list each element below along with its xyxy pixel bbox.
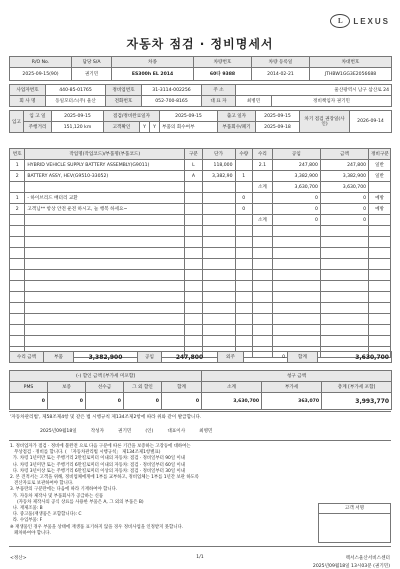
cell-cat: 예방 — [369, 193, 391, 204]
claim-total-label: 총계 [부가세 포함] — [322, 382, 392, 393]
discount-title: (-) 할인 금액 [부가세 미포함] — [10, 371, 202, 382]
cell-qty — [235, 237, 253, 248]
table-row — [10, 237, 391, 248]
cell-name — [25, 237, 185, 248]
writer-label: 작성자 — [90, 429, 105, 434]
cell-price: 3,382,90 — [202, 171, 235, 182]
terms-line: 다. 차령 3년이상 또는 주행거리 6만킬로미터 이상의 자동차: 점검 · 정비일부터 30일 이내 — [10, 468, 185, 474]
claim-subtotal-label: 소계 — [202, 382, 262, 393]
cell-amount — [320, 226, 368, 237]
cell-amount: 247,800 — [320, 160, 368, 171]
plate-label: 차량번호 — [194, 57, 252, 68]
next-check-label: 차기 점검 권장일(사인) — [300, 111, 350, 133]
terms-line: 2. 본 견적서는 고객을 위해, 정비업체에게에 1부를 교부하고, 정비업체는 1부를 1년간 보관 하도록 — [10, 475, 200, 481]
cell-price — [202, 215, 235, 226]
claim-total-value: 3,993,770 — [322, 393, 392, 410]
cell-qty — [235, 336, 253, 347]
writer-seal: (인) — [145, 429, 154, 434]
discount-deposit-value: 0 — [86, 393, 124, 410]
cell-amount — [320, 270, 368, 281]
claim-subtotal-value: 3,630,700 — [202, 393, 262, 410]
cell-labor: 0 — [272, 193, 320, 204]
cell-name: BATTERY ASSY, HEV(G9510-33052) — [25, 171, 185, 182]
cell-no — [10, 182, 25, 193]
rep-label: 대표이사 — [167, 429, 186, 434]
terms-line: 전산자료로 보관하여야 합니다. — [10, 481, 74, 487]
reg-date-label: 차량 등록일 — [252, 57, 310, 68]
cell-qty: 1 — [235, 171, 253, 182]
table-row — [10, 281, 391, 292]
cell-type: A — [185, 171, 203, 182]
cell-qty — [235, 182, 253, 193]
cell-rep — [253, 193, 273, 204]
cell-price — [202, 281, 235, 292]
ro-no-value: 2025-09-15(90) — [10, 68, 72, 81]
terms-line: 3. 부품란의 구분란에는 다음에 따라 기재하여야 합니다. — [10, 487, 118, 493]
cell-cat — [369, 237, 391, 248]
cell-qty: 0 — [235, 193, 253, 204]
branch-value: 동일모터스(주) 울산 — [46, 96, 106, 107]
cell-type — [185, 204, 203, 215]
cell-no — [10, 270, 25, 281]
disposal-value: 2025-09-18 — [256, 122, 300, 133]
cell-no — [10, 215, 25, 226]
cell-amount: 0 — [320, 215, 368, 226]
col-amount: 금액 — [320, 149, 368, 160]
cell-cat: 일반 — [369, 171, 391, 182]
mileage-label: 주행거리 — [24, 122, 52, 133]
terms-line: 1. 정비업자가 점검 · 정비에 불완전 으로 다음 구분에 따른 기간을 보증하는 고장등에 대하여는 — [10, 444, 191, 449]
cell-rep — [253, 259, 273, 270]
sa-label: 담당 S/A — [72, 57, 112, 68]
summary-label: 수리 금액 — [10, 352, 44, 363]
summary-parts-value: 3,382,900 — [74, 352, 138, 363]
cell-price: 118,000 — [202, 160, 235, 171]
terms-line: 폐차하여야 합니다. — [10, 530, 51, 536]
addr-label: 주 소 — [202, 85, 236, 96]
divider — [9, 440, 391, 441]
divider — [9, 411, 391, 412]
cell-type — [185, 182, 203, 193]
document-title: 자동차 점검 · 정비명세서 — [126, 37, 274, 51]
discount-total-value: 0 — [162, 393, 202, 410]
table-row — [10, 182, 391, 193]
cell-rep — [253, 281, 273, 292]
cell-no — [10, 237, 25, 248]
cell-qty — [235, 303, 253, 314]
summary-parts-label: 부품 — [44, 352, 74, 363]
table-row — [10, 259, 391, 270]
branch-label: 회 사 명 — [10, 96, 46, 107]
cell-type — [185, 325, 203, 336]
cell-price — [202, 336, 235, 347]
cell-type — [185, 193, 203, 204]
cell-rep: 소계 — [253, 182, 273, 193]
cell-name — [25, 292, 185, 303]
lexus-emblem-icon: L — [330, 14, 350, 28]
cell-price — [202, 248, 235, 259]
phone-label: 전화번호 — [106, 96, 142, 107]
discount-pms-value: 0 — [10, 393, 48, 410]
cell-no: 2 — [10, 204, 25, 215]
col-type: 구분 — [185, 149, 203, 160]
table-row — [10, 314, 391, 325]
cell-qty — [235, 270, 253, 281]
cell-labor — [272, 314, 320, 325]
cell-price — [202, 303, 235, 314]
cell-amount — [320, 237, 368, 248]
summary-labor-label: 공임 — [138, 352, 162, 363]
cell-rep — [253, 248, 273, 259]
cell-no — [10, 314, 25, 325]
table-row — [10, 226, 391, 237]
cell-labor: 247,800 — [272, 160, 320, 171]
next-check-value: 2026-09-14 — [350, 111, 392, 133]
cell-rep — [253, 204, 273, 215]
lexus-logo — [330, 14, 390, 28]
discount-total-label: 합계 — [162, 382, 202, 393]
customer-check-label: 고객확인 — [104, 122, 140, 133]
cell-no: 2 — [10, 171, 25, 182]
table-row — [10, 160, 391, 171]
col-repair: 수리 — [253, 149, 273, 160]
summary-total-value: 3,630,700 — [318, 352, 392, 363]
ro-no-label: R/O No. — [10, 57, 72, 68]
cell-no — [10, 248, 25, 259]
ceo-label: 대 표 자 — [202, 96, 236, 107]
cell-labor: 0 — [272, 204, 320, 215]
col-qty: 수량 — [235, 149, 253, 160]
reg-date-value: 2014-02-21 — [252, 68, 310, 81]
cell-name — [25, 248, 185, 259]
cell-name: HYBRID VEHICLE SUPPLY BATTERY ASSEMBLY(G9011) — [25, 160, 185, 171]
cell-amount: 0 — [320, 193, 368, 204]
cell-labor — [272, 248, 320, 259]
repair-summary-table — [9, 351, 392, 363]
rep-name: 최병민 — [199, 429, 213, 434]
cell-amount — [320, 325, 368, 336]
addr-value: 울산광역시 남구 삼산로 24 — [236, 85, 392, 96]
footer-shop: 렉서스울산서비스센터 — [345, 556, 390, 561]
cell-name — [25, 281, 185, 292]
cell-rep — [253, 336, 273, 347]
cell-amount — [320, 314, 368, 325]
cell-cat: 일반 — [369, 160, 391, 171]
business-info-table — [9, 84, 392, 107]
claim-vat-label: 부가세 — [262, 382, 322, 393]
cell-labor — [272, 237, 320, 248]
cell-name — [25, 314, 185, 325]
cell-amount — [320, 336, 368, 347]
terms-line: 나. 재제조품: B — [10, 506, 43, 512]
plate-value: 60다 9388 — [194, 68, 252, 81]
cell-amount — [320, 248, 368, 259]
cell-qty — [235, 292, 253, 303]
table-row — [10, 204, 391, 215]
cell-price — [202, 292, 235, 303]
cell-amount — [320, 259, 368, 270]
discount-warranty-value: 0 — [48, 393, 86, 410]
cell-rep — [253, 171, 273, 182]
work-items-table — [9, 148, 391, 358]
shop-no-label: 정비업번호 — [106, 85, 142, 96]
model-label: 차종 — [112, 57, 194, 68]
cell-labor — [272, 259, 320, 270]
cell-type — [185, 215, 203, 226]
reg-no-value: 440-85-01765 — [46, 85, 106, 96]
cell-cat — [369, 182, 391, 193]
cell-name — [25, 303, 185, 314]
footer-printed: 2025년09월18일 13시03분 (권기민) — [312, 564, 390, 569]
table-row — [10, 336, 391, 347]
discount-claim-table — [9, 370, 392, 410]
manager-cell — [272, 96, 392, 107]
intake-group-label: 입고 — [10, 111, 24, 133]
cell-price — [202, 182, 235, 193]
customer-signature-box[interactable] — [318, 503, 391, 543]
cell-cat — [369, 215, 391, 226]
cell-labor — [272, 292, 320, 303]
repair-period-label: 점검/정비완료일자 — [104, 111, 160, 122]
cell-name — [25, 259, 185, 270]
cell-cat — [369, 226, 391, 237]
claim-title: 청구 금액 — [202, 371, 392, 382]
cell-qty — [235, 281, 253, 292]
col-price: 단가 — [202, 149, 235, 160]
table-row — [10, 325, 391, 336]
cell-rep — [253, 270, 273, 281]
mileage-value: 151,120 km — [52, 122, 104, 133]
cell-qty — [235, 160, 253, 171]
cell-type — [185, 248, 203, 259]
cell-qty — [235, 226, 253, 237]
cell-qty — [235, 314, 253, 325]
discount-warranty-label: 보증 — [48, 382, 86, 393]
cell-name: 고객님** 항상 안전 운전 하시고, 늘 행복 하세요~ — [25, 204, 185, 215]
terms-line: (자동차 제작사의 공식 상표를 사용한 부품은 A, 그 외의 부품은 B) — [10, 499, 144, 505]
cell-amount: 0 — [320, 204, 368, 215]
cell-labor — [272, 281, 320, 292]
table-row — [10, 215, 391, 226]
cell-qty — [235, 248, 253, 259]
table-row — [10, 171, 391, 182]
cell-rep — [253, 314, 273, 325]
cell-labor: 0 — [272, 215, 320, 226]
summary-labor-value: 247,800 — [162, 352, 218, 363]
cell-name — [25, 270, 185, 281]
cell-qty — [235, 325, 253, 336]
cell-labor — [272, 336, 320, 347]
table-row — [10, 292, 391, 303]
summary-other-label: 외주 — [218, 352, 244, 363]
brand-name: LEXUS — [353, 16, 390, 26]
cell-rep — [253, 226, 273, 237]
disposal-label: 부품회수/폐기 — [218, 122, 256, 133]
cell-price — [202, 314, 235, 325]
discount-other-value: 0 — [124, 393, 162, 410]
summary-other-value: 0 — [244, 352, 288, 363]
parts-recovery-label: 부품의 회수여부 — [160, 122, 218, 133]
terms-line: 가. 자동차 제작사 및 부품회사가 공급하는 신품 — [10, 493, 104, 499]
cell-name — [25, 336, 185, 347]
cell-amount — [320, 292, 368, 303]
cell-type — [185, 226, 203, 237]
header-info-table — [9, 56, 392, 81]
terms-line: 라. 수입부품: F — [10, 518, 43, 524]
cell-no — [10, 292, 25, 303]
cell-labor — [272, 303, 320, 314]
cell-no — [10, 259, 25, 270]
intake-date-value: 2025-09-15 — [52, 111, 104, 122]
cell-price — [202, 259, 235, 270]
terms-line: 나. 차령 3년미만 또는 주행거리 6만킬로미터 이내의 자동차: 점검 · 정비일부터 60일 이내 — [10, 462, 185, 468]
discount-pms-label: PMS — [10, 382, 48, 393]
intake-table — [9, 110, 392, 133]
cell-labor — [272, 226, 320, 237]
cell-no: 1 — [10, 160, 25, 171]
cell-type: L — [185, 160, 203, 171]
cell-cat — [369, 303, 391, 314]
cell-amount: 3,630,700 — [320, 182, 368, 193]
release-date-value: 2025-09-15 — [256, 111, 300, 122]
cell-rep — [253, 237, 273, 248]
cell-price — [202, 204, 235, 215]
cell-qty — [235, 259, 253, 270]
ceo-value: 최병민 — [236, 96, 272, 107]
cell-type — [185, 259, 203, 270]
reg-no-label: 사업자번호 — [10, 85, 46, 96]
cell-labor: 3,630,700 — [272, 182, 320, 193]
table-row — [10, 303, 391, 314]
cell-type — [185, 237, 203, 248]
discount-other-label: 그 외 할인 — [124, 382, 162, 393]
cell-name — [25, 215, 185, 226]
issue-date: 2025년09월18일 — [40, 429, 77, 434]
cell-cat: 예방 — [369, 204, 391, 215]
issue-line — [40, 428, 370, 434]
phone-value: 052-700-8165 — [142, 96, 202, 107]
cell-no: 1 — [10, 193, 25, 204]
customer-check-value: Y — [140, 122, 150, 133]
cell-rep — [253, 303, 273, 314]
cell-qty — [235, 215, 253, 226]
cell-rep — [253, 325, 273, 336]
terms-line: ※ 재생품인 경우 부품을 상태에 재생품 표기하지 않을 경우 정비사업을 인정받지 못합니다. — [10, 524, 184, 530]
model-value: ES300h EL 2014 — [112, 68, 194, 81]
footer-left: <정산> — [10, 556, 27, 561]
table-row — [10, 248, 391, 259]
cell-cat — [369, 248, 391, 259]
col-labor: 공임 — [272, 149, 320, 160]
vin-label: 차대번호 — [310, 57, 392, 68]
cell-amount: 3,382,900 — [320, 171, 368, 182]
cell-name — [25, 226, 185, 237]
cell-cat — [369, 314, 391, 325]
cell-no — [10, 226, 25, 237]
cell-no — [10, 303, 25, 314]
cell-cat — [369, 270, 391, 281]
cell-no — [10, 325, 25, 336]
cell-amount — [320, 281, 368, 292]
cell-type — [185, 281, 203, 292]
cell-type — [185, 292, 203, 303]
cell-no — [10, 281, 25, 292]
writer-name: 권기민 — [118, 429, 132, 434]
cell-price — [202, 226, 235, 237]
cell-labor — [272, 270, 320, 281]
cell-rep: 소계 — [253, 215, 273, 226]
cell-type — [185, 336, 203, 347]
table-row — [10, 270, 391, 281]
shop-no-value: 31-3114-002256 — [142, 85, 202, 96]
cell-price — [202, 193, 235, 204]
repair-period-value: 2025-09-15 — [160, 111, 218, 122]
cell-cat — [369, 336, 391, 347]
legal-notice: '자동차관리법', 제58조제4항 및 같은 법 시행규칙 제134조제2항에 따라 위와 같이 발급합니다. — [10, 415, 202, 420]
vin-value: JTHBW1GG3E2056688 — [310, 68, 392, 81]
sa-value: 권기민 — [72, 68, 112, 81]
divider — [9, 546, 391, 547]
cell-type — [185, 314, 203, 325]
cell-name: - 하이브리드 배터리 교환 — [25, 193, 185, 204]
cell-type — [185, 270, 203, 281]
page-number: 1/1 — [196, 555, 204, 560]
cell-cat — [369, 325, 391, 336]
cell-amount — [320, 303, 368, 314]
cell-type — [185, 303, 203, 314]
col-category: 정비구분 — [369, 149, 391, 160]
manager-label: 정비책임자 — [313, 99, 336, 104]
cell-price — [202, 270, 235, 281]
cell-cat — [369, 259, 391, 270]
terms-line: 무상점검 · 정비를 합니다. ( 「자동차관리법 시행규칙」 제134조제1항별표) — [10, 450, 161, 456]
cell-name — [25, 325, 185, 336]
cell-cat — [369, 292, 391, 303]
terms-line: 가. 차령 1년미만 또는 주행거리 2만킬로미터 이내의 자동차: 점검 · 정비일부터 90일 이내 — [10, 456, 185, 462]
cell-rep — [253, 292, 273, 303]
cell-price — [202, 325, 235, 336]
cell-rep: 2.1 — [253, 160, 273, 171]
release-date-label: 출고 일자 — [218, 111, 256, 122]
cell-price — [202, 237, 235, 248]
manager-value: 권기민 — [336, 99, 350, 104]
terms-line: 다. 중고품(재생품은 포함합니다): C — [10, 512, 82, 518]
cell-labor — [272, 325, 320, 336]
cell-no — [10, 336, 25, 347]
col-name: 작업명(작업코드)/부품명(부품코드) — [25, 149, 185, 160]
cell-qty: 0 — [235, 204, 253, 215]
table-row — [10, 193, 391, 204]
cell-name — [25, 182, 185, 193]
col-no: 번호 — [10, 149, 25, 160]
discount-deposit-label: 선수금 — [86, 382, 124, 393]
customer-signature-label: 고객 서명 — [319, 504, 390, 514]
cell-labor: 3,382,900 — [272, 171, 320, 182]
summary-total-label: 합계 — [288, 352, 318, 363]
cell-cat — [369, 281, 391, 292]
claim-vat-value: 363,070 — [262, 393, 322, 410]
intake-date-label: 입 고 일 — [24, 111, 52, 122]
terms-block — [10, 444, 310, 537]
parts-yes-checkbox[interactable]: Y — [150, 122, 160, 133]
